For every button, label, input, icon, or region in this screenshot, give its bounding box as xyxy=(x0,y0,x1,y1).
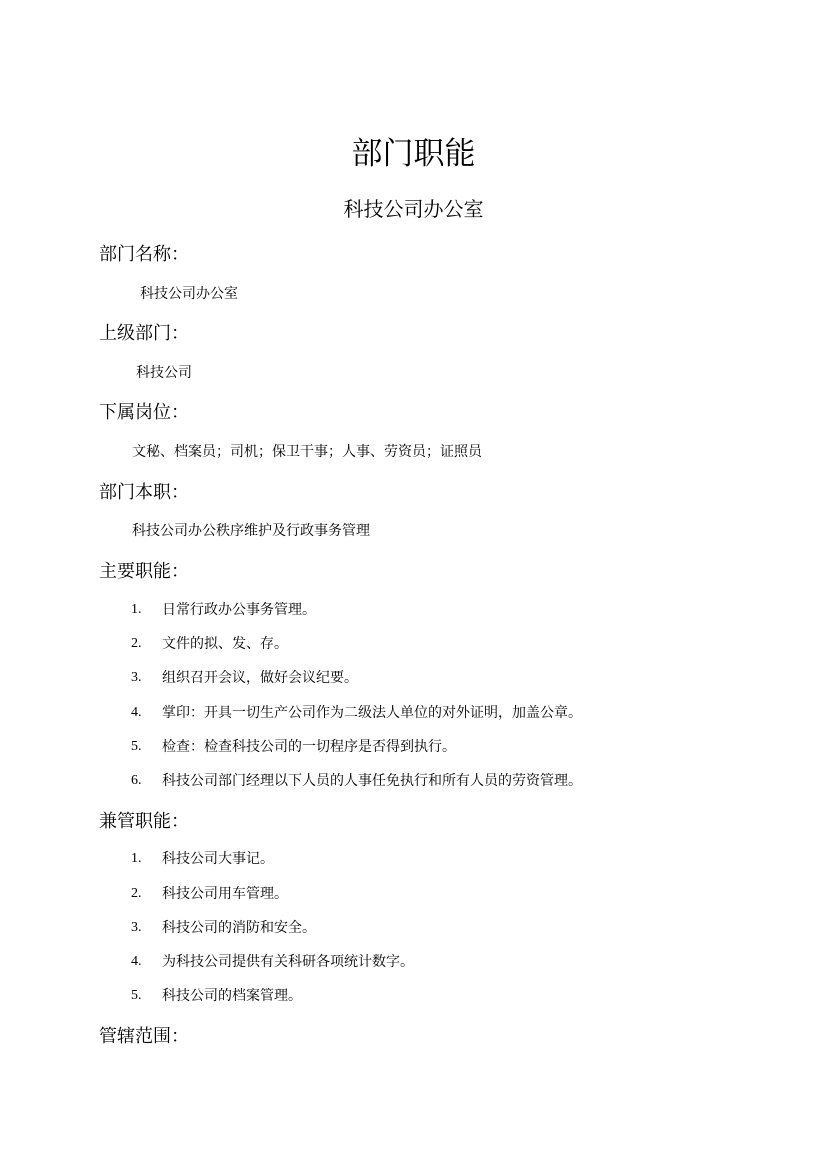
document-title: 部门职能 xyxy=(351,136,476,172)
document-subtitle: 科技公司办公室 xyxy=(343,197,484,221)
section-heading-dept-duty: 部门本职： xyxy=(99,482,189,503)
list-item: 科技公司大事记。 xyxy=(162,851,274,867)
list-item-number: 1. xyxy=(131,602,142,617)
section-heading-additional-functions: 兼管职能： xyxy=(99,811,189,832)
list-item-number: 2. xyxy=(131,886,142,901)
list-item-number: 5. xyxy=(131,739,142,754)
list-item-number: 2. xyxy=(131,636,142,651)
dept-name-value: 科技公司办公室 xyxy=(140,286,238,302)
list-item: 日常行政办公事务管理。 xyxy=(162,602,316,618)
list-item-number: 6. xyxy=(131,773,142,788)
list-item: 文件的拟、发、存。 xyxy=(162,636,288,652)
list-item-number: 3. xyxy=(131,920,142,935)
list-item: 科技公司部门经理以下人员的人事任免执行和所有人员的劳资管理。 xyxy=(162,773,582,789)
list-item-number: 1. xyxy=(131,851,142,866)
list-item: 科技公司的消防和安全。 xyxy=(162,920,316,936)
section-heading-jurisdiction: 管辖范围： xyxy=(99,1026,189,1047)
dept-duty-value: 科技公司办公秩序维护及行政事务管理 xyxy=(132,523,370,539)
list-item: 科技公司的档案管理。 xyxy=(162,988,302,1004)
list-item-number: 5. xyxy=(131,988,142,1003)
parent-dept-value: 科技公司 xyxy=(136,365,192,381)
section-heading-main-functions: 主要职能： xyxy=(99,561,189,582)
list-item-number: 4. xyxy=(131,705,142,720)
section-heading-sub-positions: 下属岗位： xyxy=(99,402,189,423)
section-heading-dept-name: 部门名称： xyxy=(99,244,189,265)
list-item-number: 4. xyxy=(131,954,142,969)
list-item: 组织召开会议，做好会议纪要。 xyxy=(162,670,358,686)
section-heading-parent-dept: 上级部门： xyxy=(99,323,189,344)
list-item: 科技公司用车管理。 xyxy=(162,886,288,902)
sub-positions-value: 文秘、档案员；司机；保卫干事；人事、劳资员；证照员 xyxy=(132,444,482,460)
list-item: 为科技公司提供有关科研各项统计数字。 xyxy=(162,954,414,970)
list-item: 掌印：开具一切生产公司作为二级法人单位的对外证明，加盖公章。 xyxy=(162,705,582,721)
list-item: 检查：检查科技公司的一切程序是否得到执行。 xyxy=(162,739,456,755)
list-item-number: 3. xyxy=(131,670,142,685)
